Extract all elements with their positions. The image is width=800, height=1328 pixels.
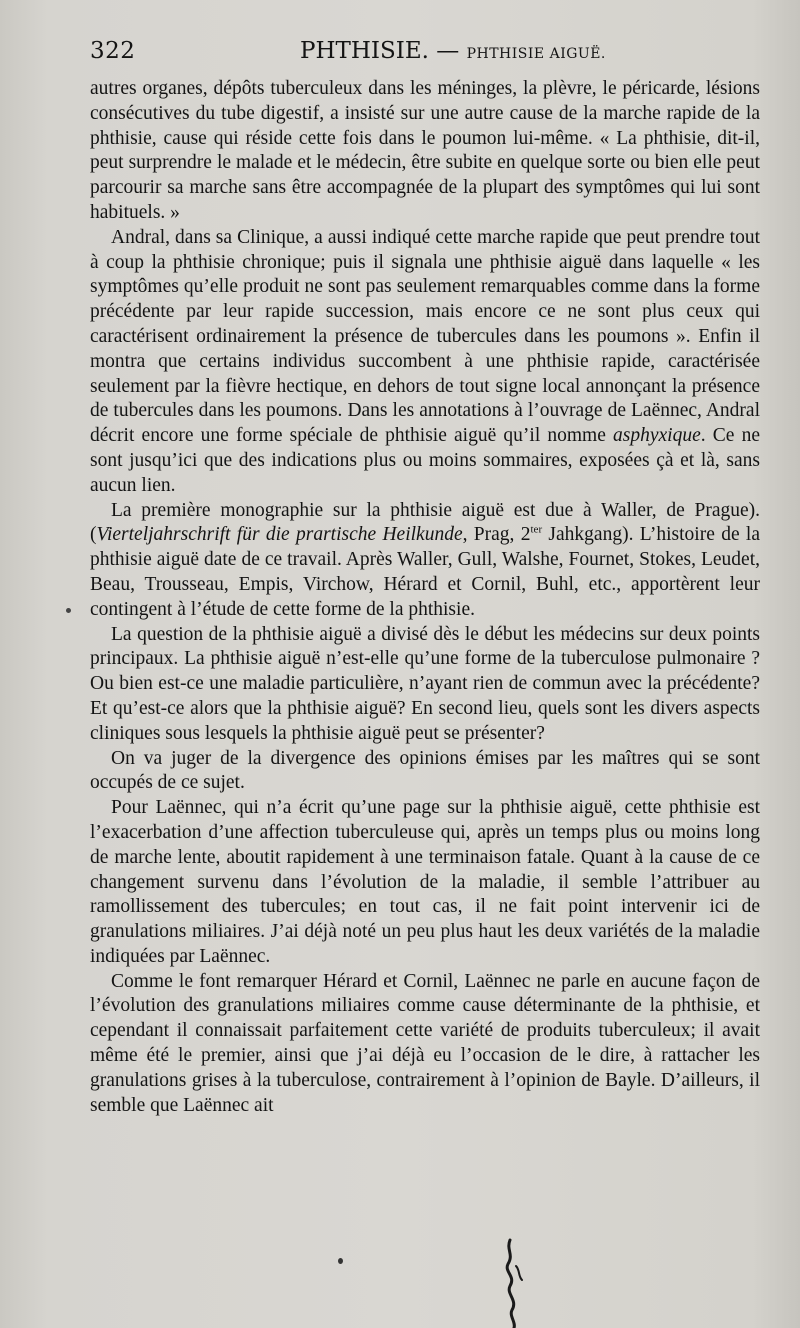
margin-speck <box>66 608 71 613</box>
asphyxique-term: asphyxique <box>613 425 701 447</box>
paragraph-3-end: Jahkgang). L’histoire de la phthisie aiguë date de ce travail. Après Waller, Gull, Walshe, Fournet, Stokes, Leudet, Beau, Trousseau, Empis, Virchow, Hérard et Cornil, Buhl, etc., apportèrent leur contingent à l’étude de cette forme de la phthisie. <box>90 524 760 620</box>
running-header <box>90 38 760 72</box>
page-number: 322 <box>90 38 136 64</box>
paragraph-2-end: . Ce ne sont jusqu’ici que des indications plus ou moins sommaires, exposées çà et là, sans aucun lien. <box>90 425 760 496</box>
handwritten-mark <box>494 1236 534 1328</box>
running-title-sub: PHTHISIE AIGUË. <box>466 46 606 62</box>
paragraph-3 <box>90 499 760 623</box>
running-title-main: PHTHISIE. <box>300 38 429 64</box>
paragraph-6: Pour Laënnec, qui n’a écrit qu’une page sur la phthisie aiguë, cette phthisie est l’exacerbation d’une affection tuberculeuse qui, après un temps plus ou moins long de marche lente, aboutit rapidement à une terminaison fatale. Quant à la cause de ce changement survenu dans l’évolution de la maladie, il semble l’attribuer au ramollissement des tubercules; en tout cas, il ne fait point intervenir ici de granulations miliaires. J’ai déjà noté un peu plus haut les deux variétés de la maladie indiquées par Laënnec. <box>90 797 760 967</box>
paragraph-3-text: La première monographie sur la phthisie aiguë est due à Waller, de Prague). ( <box>90 499 760 546</box>
paragraph-3-mid: , Prag, 2 <box>462 524 531 546</box>
paragraph-1: autres organes, dépôts tuberculeux dans les méninges, la plèvre, le péricarde, lésions consécutives du tube digestif, a insisté sur une autre cause de la marche rapide de la phthisie, cause qui réside cette fois dans le poumon lui-même. « La phthisie, dit-il, peut surprendre le malade et le médecin, être subite en quelque sorte ou bien elle peut parcourir sa marche sans être accompagnée de la plupart des symptômes qui lui sont habituels. » <box>90 78 760 223</box>
body-text <box>90 77 760 1118</box>
running-title-dash: — <box>436 38 460 64</box>
paragraph-7: Comme le font remarquer Hérard et Cornil, Laënnec ne parle en aucune façon de l’évolution des granulations miliaires comme cause déterminante de la phthisie, et cependant il connaissait parfaitement cette variété de produits tuberculeux; il avait même été le premier, ainsi que j’ai déjà eu l’occasion de le dire, à rattacher les granulations grises à la tuberculose, contrairement à l’opinion de Bayle. D’ailleurs, il semble que Laënnec ait <box>90 970 760 1116</box>
superscript-ter: ter <box>530 523 543 536</box>
journal-title: Vierteljahrschrift für die prartische Heilkunde <box>96 524 463 546</box>
paragraph-2 <box>90 226 760 499</box>
paragraph-4: La question de la phthisie aiguë a divisé dès le début les médecins sur deux points principaux. La phthisie aiguë n’est-elle qu’une forme de la tuberculose pulmonaire ? Ou bien est-ce une maladie particulière, n’ayant rien de commun avec la précédente? Et qu’est-ce alors que la phthisie aiguë? En second lieu, quels sont les divers aspects cliniques sous lesquels la phthisie aiguë peut se présenter? <box>90 623 760 744</box>
paragraph-2-text: Andral, dans sa Clinique, a aussi indiqué cette marche rapide que peut prendre tout à coup la phthisie chronique; puis il signala une phthisie aiguë dans laquelle « les symptômes qu’elle produit ne sont pas seulement remarquables comme dans la forme précédente par leur rapide succession, mais encore ce ne sont plus ceux qui caractérisent ordinairement la présence de tubercules dans les poumons ». Enfin il montra que certains individus succombent à une phthisie rapide, caractérisée seulement par la fièvre hectique, en dehors de tout signe local annonçant la présence de tubercules dans les poumons. Dans les annotations à l’ouvrage de Laënnec, Andral décrit encore une forme spéciale de phthisie aiguë qu’il nomme <box>90 226 760 447</box>
paragraph-5: On va juger de la divergence des opinions émises par les maîtres qui se sont occupés de ce sujet. <box>90 747 760 794</box>
running-title <box>300 38 606 64</box>
ink-speck <box>338 1258 343 1264</box>
